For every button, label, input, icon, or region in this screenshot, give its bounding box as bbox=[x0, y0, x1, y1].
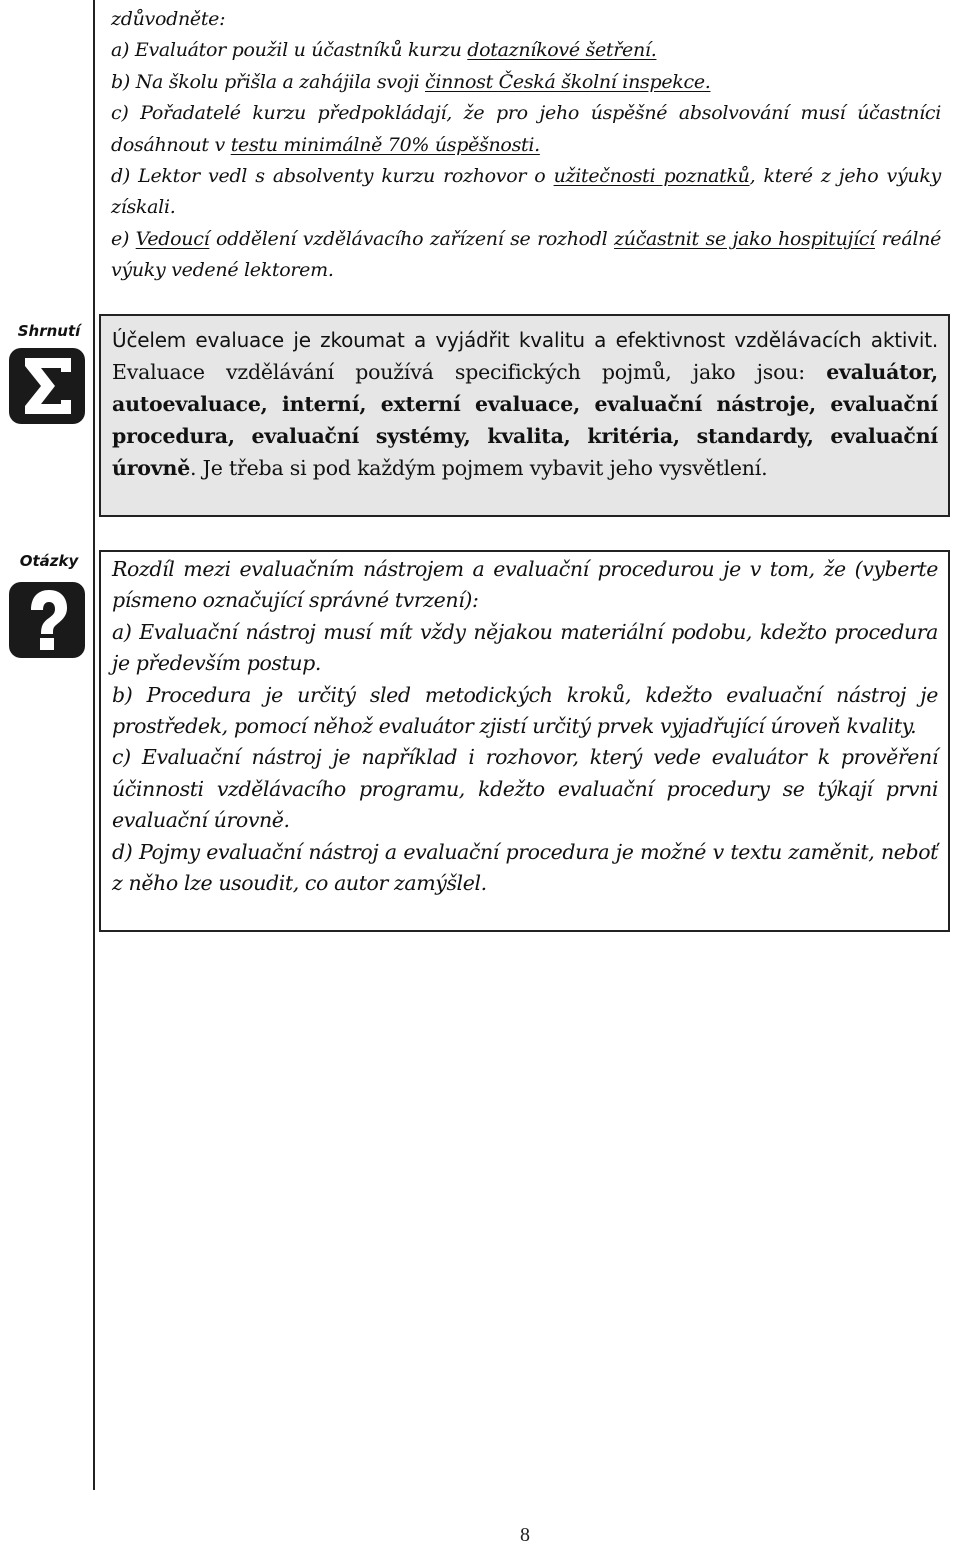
question-option-a: a) Evaluační nástroj musí mít vždy nějakou materiální podobu, kdežto procedura je především postup. bbox=[112, 619, 938, 676]
intro-item-b: b) Na školu přišla a zahájila svoji činnost Česká školní inspekce. bbox=[111, 70, 711, 93]
summary-text: Účelem evaluace je zkoumat a vyjádřit kvalitu a efektivnost vzdělávacích aktivit. Evaluace vzdělávání používá specifických pojmů, jako jsou: evaluátor, autoevaluace, interní, externí evaluace, evaluační nástroje, evaluační procedura, evaluační systémy, kvalita, kritéria, standardy, evaluační úrovně. Je třeba si pod každým pojmem vybavit jeho vysvětlení. bbox=[112, 328, 938, 480]
intro-text bbox=[111, 4, 941, 287]
summary-terms: evaluátor, autoevaluace, interní, externí evaluace, evaluační nástroje, evaluační procedura, evaluační systémy, kvalita, kritéria, standardy, evaluační úrovně bbox=[112, 360, 938, 480]
questions-box bbox=[99, 550, 950, 932]
question-prompt: Rozdíl mezi evaluačním nástrojem a evaluační procedurou je v tom, že (vyberte písmeno označující správné tvrzení): bbox=[112, 557, 938, 613]
page-number: 8 bbox=[520, 1524, 530, 1546]
intro-item-a: a) Evaluátor použil u účastníků kurzu dotazníkové šetření. bbox=[111, 39, 657, 62]
summary-label: Shrnutí bbox=[17, 322, 81, 340]
intro-item-c: c) Pořadatelé kurzu předpokládají, že pro jeho úspěšné absolvování musí účastníci dosáhnout v testu minimálně 70% úspěšnosti. bbox=[111, 102, 941, 156]
intro-item-d: d) Lektor vedl s absolventy kurzu rozhovor o užitečnosti poznatků, které z jeho výuky získali. bbox=[111, 165, 941, 219]
question-option-b: b) Procedura je určitý sled metodických kroků, kdežto evaluační nástroj je prostředek, pomocí něhož evaluátor zjistí určitý prvek vyjadřující úroveň kvality. bbox=[112, 682, 938, 739]
margin-divider bbox=[93, 0, 95, 1490]
questions-label: Otázky bbox=[19, 552, 79, 570]
question-option-d: d) Pojmy evaluační nástroj a evaluační procedura je možné v textu zaměnit, neboť z něho lze usoudit, co autor zamýšlel. bbox=[112, 839, 938, 896]
sigma-icon bbox=[9, 348, 85, 424]
intro-item-e: e) Vedoucí oddělení vzdělávacího zařízení se rozhodl zúčastnit se jako hospitující reálné výuky vedené lektorem. bbox=[111, 227, 942, 282]
summary-box bbox=[99, 314, 950, 517]
question-mark-icon bbox=[9, 582, 85, 658]
intro-lead: zdůvodněte: bbox=[111, 8, 226, 30]
question-option-c: c) Evaluační nástroj je například i rozhovor, který vede evaluátor k prověření účinnosti vzdělávacího programu, kdežto evaluační procedury se týkají prvni evaluační úrovně. bbox=[112, 745, 938, 833]
